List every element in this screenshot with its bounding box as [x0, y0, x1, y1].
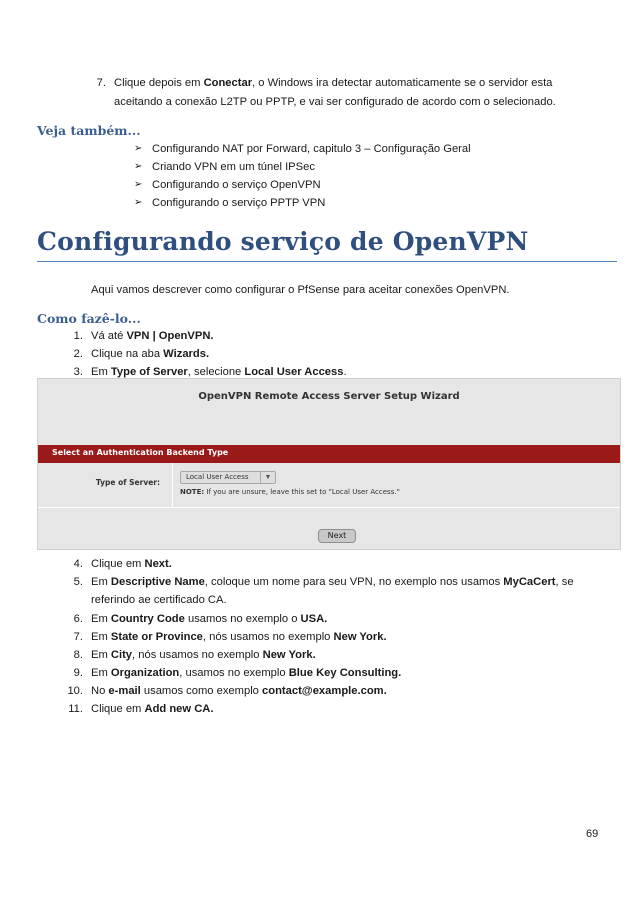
arrow-bullet-icon: ➢ [134, 197, 143, 208]
divider [38, 507, 620, 508]
section-title: Configurando serviço de OpenVPN [37, 227, 529, 256]
intro-line-1: Clique depois em Conectar, o Windows ira detectar automaticamente se o servidor esta [114, 77, 553, 89]
list-number: 7. [96, 77, 106, 89]
chevron-down-icon: ▼ [260, 472, 275, 483]
step-item: Em Organization, usamos no exemplo Blue Key Consulting. [91, 667, 402, 679]
note-text: NOTE: If you are unsure, leave this set to "Local User Access." [180, 488, 400, 496]
type-of-server-select[interactable] [180, 471, 276, 484]
step-item: Em Descriptive Name, coloque um nome para seu VPN, no exemplo nos usamos MyCaCert, se [91, 576, 574, 588]
wizard-screenshot [37, 378, 621, 550]
see-also-item: Configurando NAT por Forward, capitulo 3 – Configuração Geral [152, 143, 471, 155]
list-number: 10. [67, 685, 83, 697]
intro-line-2: aceitando a conexão L2TP ou PPTP, e vai ser configurado de acordo com o selecionado. [114, 96, 556, 108]
section-bar [38, 445, 620, 463]
step-item: Em Country Code usamos no exemplo o USA. [91, 613, 328, 625]
list-number: 6. [73, 613, 83, 625]
wizard-title: OpenVPN Remote Access Server Setup Wizard [198, 391, 460, 402]
list-number: 9. [73, 667, 83, 679]
list-number: 5. [73, 576, 83, 588]
section-intro: Aqui vamos descrever como configurar o PfSense para aceitar conexões OpenVPN. [91, 284, 510, 296]
step-item: Clique em Next. [91, 558, 172, 570]
step-item: Em City, nós usamos no exemplo New York. [91, 649, 316, 661]
see-also-heading: Veja também... [37, 123, 141, 138]
list-number: 3. [73, 366, 83, 378]
see-also-item: Criando VPN em um túnel IPSec [152, 161, 315, 173]
next-button[interactable]: Next [318, 529, 356, 543]
list-number: 4. [73, 558, 83, 570]
arrow-bullet-icon: ➢ [134, 143, 143, 154]
form-label-cell [38, 463, 173, 507]
how-to-heading: Como fazê-lo... [37, 311, 141, 326]
step-item: Clique na aba Wizards. [91, 348, 210, 360]
section-bar-label: Select an Authentication Backend Type [52, 448, 229, 457]
type-of-server-label: Type of Server: [95, 478, 160, 487]
step-item: Em State or Province, nós usamos no exemplo New York. [91, 631, 387, 643]
select-value: Local User Access [186, 473, 249, 481]
page-number: 69 [586, 828, 599, 840]
form-row [38, 463, 620, 507]
arrow-bullet-icon: ➢ [134, 161, 143, 172]
see-also-item: Configurando o serviço PPTP VPN [152, 197, 326, 209]
list-number: 8. [73, 649, 83, 661]
step-item-continuation: referindo ae certificado CA. [91, 594, 227, 606]
see-also-item: Configurando o serviço OpenVPN [152, 179, 321, 191]
step-item: Em Type of Server, selecione Local User Access. [91, 366, 347, 378]
step-item: Vá até VPN | OpenVPN. [91, 330, 214, 342]
title-underline [37, 261, 617, 262]
arrow-bullet-icon: ➢ [134, 179, 143, 190]
list-number: 1. [73, 330, 83, 342]
step-item: Clique em Add new CA. [91, 703, 214, 715]
list-number: 2. [73, 348, 83, 360]
step-item: No e-mail usamos como exemplo contact@example.com. [91, 685, 387, 697]
list-number: 7. [73, 631, 83, 643]
list-number: 11. [68, 703, 83, 715]
